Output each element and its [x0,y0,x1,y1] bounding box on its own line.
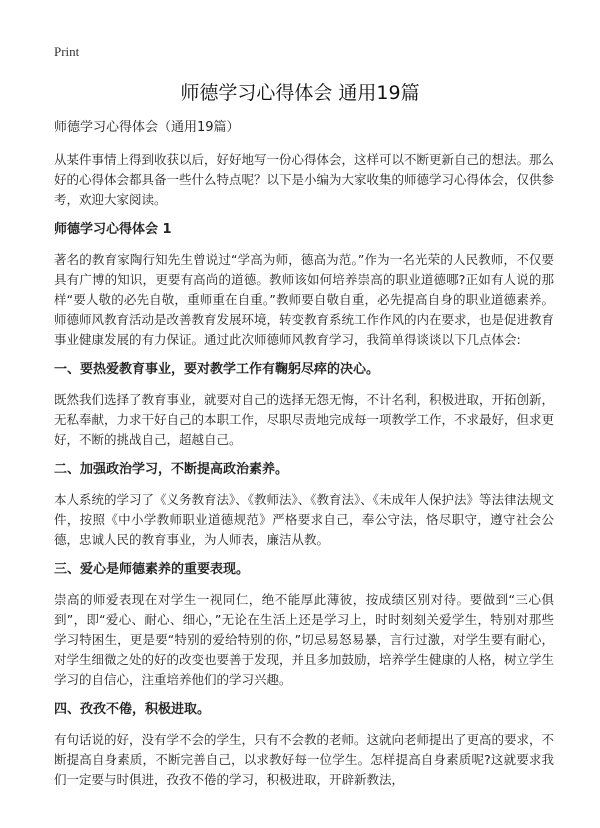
point-heading-1: 一、要热爱教育事业，要对教学工作有鞠躬尽瘁的决心。 [54,362,380,377]
intro-paragraph: 从某件事情上得到收获以后，好好地写一份心得体会，这样可以不断更新自己的想法。那么好的心得体会都具备一些什么特点呢？以下是小编为大家收集的师德学习心得体会，仅供参考，欢迎大家阅读。 [54,152,555,207]
point-heading-4: 四、孜孜不倦，积极进取。 [54,702,211,717]
point-paragraph-3: 崇高的师爱表现在对学生一视同仁，绝不能厚此薄彼，按成绩区别对待。要做到“三心俱到”，即“爱心、耐心、细心，”无论在生活上还是学习上，时时刻刻关爱学生，特别对那些学习特困生，更是要“特别的爱给特别的你，”切忌易怒易暴，言行过激，对学生要有耐心，对学生细微之处的好的改变也要善于发现，并且多加鼓励，培养学生健康的人格，树立学生学习的自信心，注重培养他们的学习兴趣。 [54,592,555,687]
point-heading-2: 二、加强政治学习，不断提高政治素养。 [54,462,289,477]
section-paragraph: 著名的教育家陶行知先生曾说过“学高为师，德高为范。”作为一名光荣的人民教师，不仅要具有广博的知识，更要有高尚的道德。教师该如何培养崇高的职业道德哪?正如有人说的那样“要人敬的必先自敬，重师重在自重。”教师要自敬自重，必先提高自身的职业道德素养。师德师风教育活动是改善教育发展环境，转变教育系统工作作风的内在要求，也是促进教育事业健康发展的有力保证。通过此次师德师风教育学习，我简单得谈谈以下几点体会: [54,252,555,347]
page-title: 师德学习心得体会 通用19篇 [180,82,420,104]
point-heading-3: 三、爱心是师德素养的重要表现。 [54,562,250,577]
point-paragraph-1: 既然我们选择了教育事业，就要对自己的选择无怨无悔，不计名利，积极进取，开拓创新，无私奉献，力求干好自己的本职工作，尽职尽责地完成每一项教学工作，不求最好，但求更好，不断的挑战自己，超越自己。 [54,392,555,447]
article-body [54,118,554,800]
point-paragraph-4: 有句话说的好，没有学不会的学生，只有不会教的老师。这就向老师提出了更高的要求，不断提高自身素质，不断完善自己，以求教好每一位学生。怎样提高自身素质呢?这就要求我们一定要与时俱进，孜孜不倦的学习，积极进取，开辟新教法， [54,732,555,787]
print-link[interactable]: Print [54,44,80,59]
point-paragraph-2: 本人系统的学习了《义务教育法》、《教师法》、《教育法》、《未成年人保护法》等法律法规文件，按照《中小学教师职业道德规范》严格要求自己，奉公守法，恪尽职守，遵守社会公德，忠诚人民的教育事业，为人师表，廉洁从教。 [54,492,555,547]
section-heading: 师德学习心得体会 1 [54,222,172,237]
article-subtitle: 师德学习心得体会（通用19篇） [54,120,240,135]
